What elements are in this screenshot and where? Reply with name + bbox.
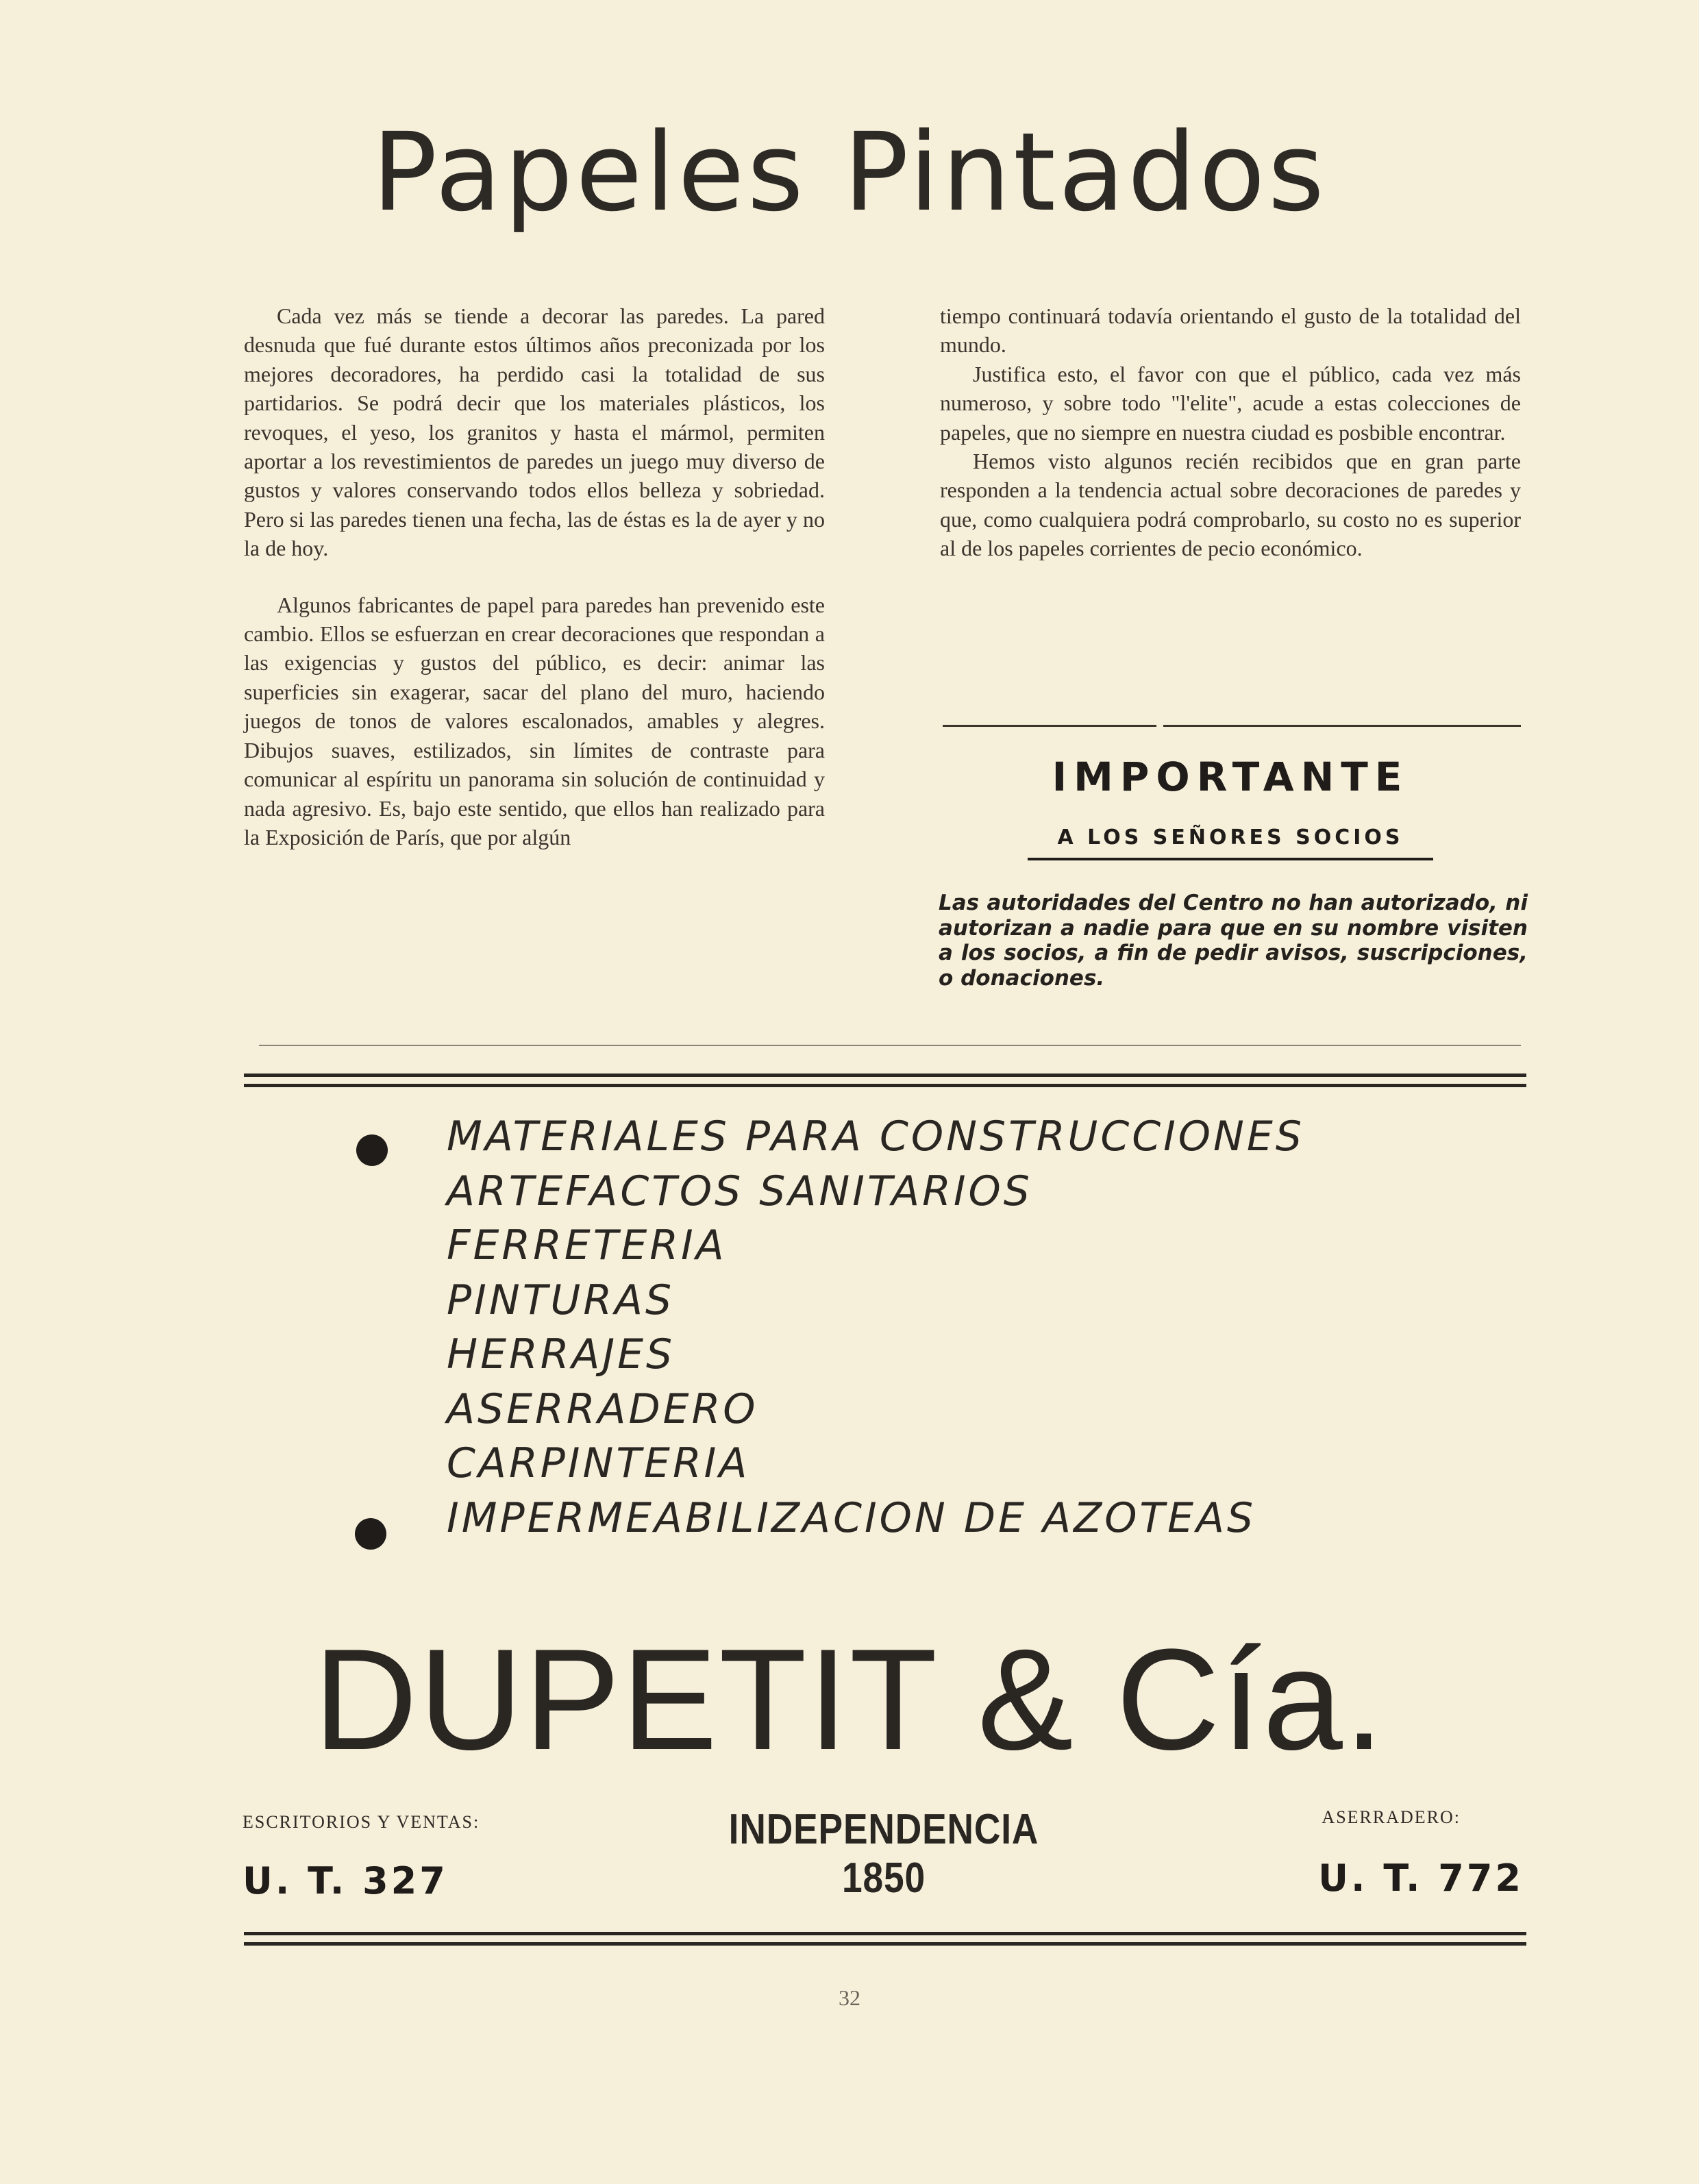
product-item: ARTEFACTOS SANITARIOS: [447, 1167, 1032, 1215]
ad-top-border: [244, 1074, 1526, 1087]
product-item: IMPERMEABILIZACION DE AZOTEAS: [447, 1493, 1256, 1542]
product-item: PINTURAS: [447, 1276, 675, 1324]
product-item: FERRETERIA: [447, 1221, 727, 1269]
product-item: CARPINTERIA: [447, 1439, 750, 1487]
offices-label: ESCRITORIOS Y VENTAS:: [243, 1812, 480, 1832]
company-address: INDEPENDENCIA 1850: [728, 1806, 1039, 1902]
sawmill-phone: U. T. 772: [1318, 1857, 1524, 1900]
article-paragraph: Justifica esto, el favor con que el público, cada vez más numeroso, y sobre todo "l'elite", acude a estas colecciones de papeles, que no siempre en nuestra ciudad es posbible encontrar.: [940, 361, 1521, 445]
article-paragraph: Cada vez más se tiende a decorar las paredes. La pared desnuda que fué durante estos últimos años preconizada por los mejores decoradores, ha perdido casi la totalidad de sus partidarios. Se podrá decir que los materiales plásticos, los revoques, el yeso, los granitos y hasta el mármol, permiten aportar a los revestimientos de paredes un juego muy diverso de gustos y valores conservando todos ellos belleza y sobriedad. Pero si las paredes tienen una fecha, las de éstas es la de ayer y no la de hoy.: [244, 303, 825, 561]
product-item: MATERIALES PARA CONSTRUCCIONES: [447, 1113, 1304, 1161]
notice-body: Las autoridades del Centro no han autorizado, ni autorizan a nadie para que en su nombre visiten a los socios, a fin de pedir avisos, suscripciones, o donaciones.: [939, 891, 1528, 991]
notice-divider: [943, 725, 1156, 727]
bullet-icon: [356, 1134, 388, 1166]
bullet-icon: [355, 1518, 386, 1550]
article-column-right: [940, 301, 1521, 563]
notice-underline: [1028, 858, 1433, 860]
company-name: DUPETIT & Cía.: [313, 1619, 1386, 1780]
notice-heading: IMPORTANTE: [1052, 754, 1409, 800]
sawmill-label: ASERRADERO:: [1322, 1807, 1461, 1827]
notice-subheading: A LOS SEÑORES SOCIOS: [1057, 826, 1404, 849]
ad-bottom-border: [244, 1932, 1526, 1946]
article-title: Papeles Pintados: [371, 110, 1328, 236]
article-paragraph: Hemos visto algunos recién recibidos que en gran parte responden a la tendencia actual sobre decoraciones de paredes y que, como cualquiera podrá comprobarlo, su costo no es superior al de los papeles corrientes de pecio económico.: [940, 449, 1521, 561]
page-number: 32: [839, 1985, 860, 2010]
article-paragraph: Algunos fabricantes de papel para paredes han prevenido este cambio. Ellos se esfuerzan en crear decoraciones que respondan a las exigencias y gustos del público, es decir: animar las superficies sin exagerar, sacar del plano del muro, haciendo juegos de tonos de valores escalonados, amables y alegres. Dibujos suaves, estilizados, sin límites de contraste para comunicar al espíritu un panorama sin solución de continuidad y nada agresivo. Es, bajo este sentido, que ellos han realizado para la Exposición de París, que por algún: [244, 592, 825, 849]
product-list: [447, 1110, 1474, 1546]
offices-phone: U. T. 327: [243, 1859, 448, 1902]
product-item: ASERRADERO: [447, 1385, 758, 1433]
article-paragraph: tiempo continuará todavía orientando el gusto de la totalidad del mundo.: [940, 303, 1521, 358]
section-divider: [259, 1045, 1521, 1046]
article-column-left: [244, 301, 825, 852]
notice-divider: [1163, 725, 1521, 727]
product-item: HERRAJES: [447, 1330, 675, 1378]
